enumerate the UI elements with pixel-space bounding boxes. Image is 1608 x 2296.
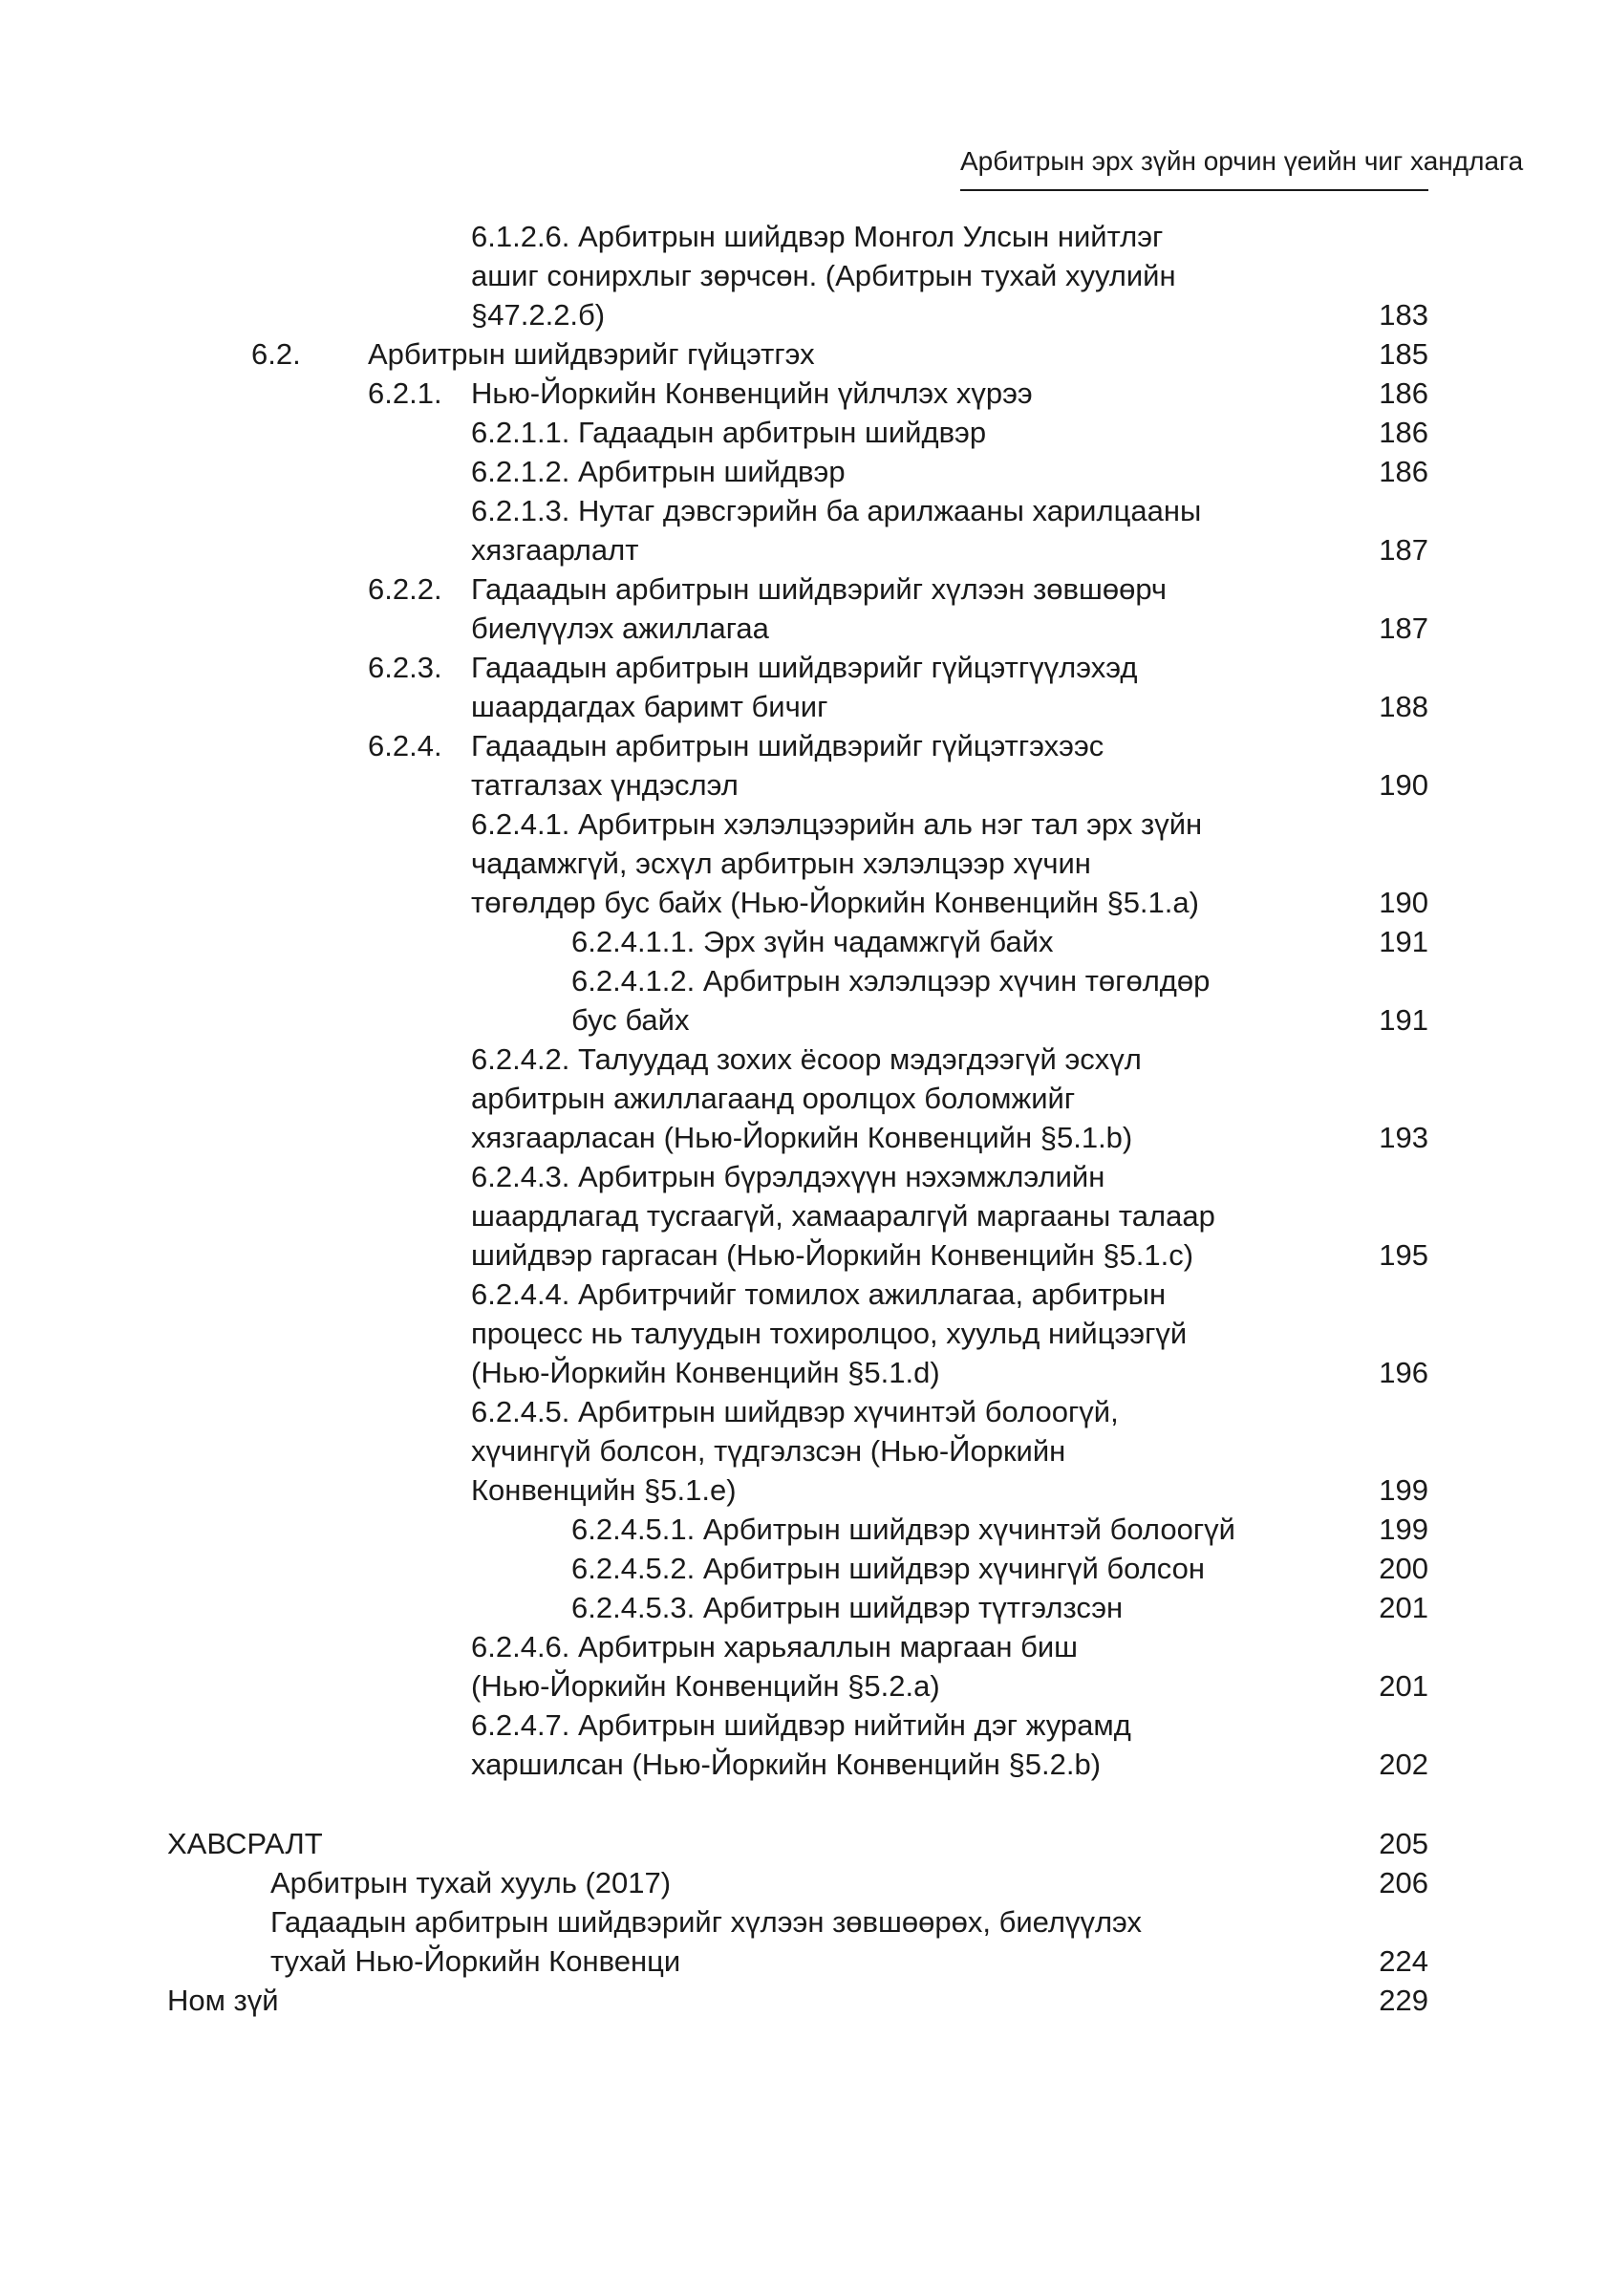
toc-entry-title-line: хүчингүй болсон, түдгэлзсэн (Нью-Йоркийн bbox=[471, 1434, 1066, 1468]
toc-entry bbox=[0, 805, 1608, 922]
toc-entry bbox=[0, 1981, 1608, 2020]
toc-entry bbox=[0, 648, 1608, 726]
toc-entry-page-number: 186 bbox=[1379, 455, 1428, 488]
toc-entry bbox=[0, 452, 1608, 491]
toc-entry-page-number: 199 bbox=[1379, 1513, 1428, 1546]
toc-entry-title-line: 6.2.4.3. Арбитрын бүрэлдэхүүн нэхэмжлэлийн bbox=[471, 1160, 1105, 1193]
toc-entry-title-line: тухай Нью-Йоркийн Конвенци bbox=[270, 1944, 681, 1978]
toc-entry-title-line: чадамжгүй, эсхүл арбитрын хэлэлцээр хүчин bbox=[471, 847, 1091, 880]
toc-entry-title-line: 6.2.4.1.2. Арбитрын хэлэлцээр хүчин төгөлдөр bbox=[571, 964, 1211, 998]
toc-entry bbox=[0, 726, 1608, 805]
toc-entry-title-line: ХАВСРАЛТ bbox=[167, 1827, 323, 1860]
toc-entry bbox=[0, 217, 1608, 334]
toc-entry bbox=[0, 1510, 1608, 1549]
toc-entry-page-number: 199 bbox=[1379, 1473, 1428, 1507]
toc-entry-page-number: 186 bbox=[1379, 376, 1428, 410]
toc-entry-title-line: (Нью-Йоркийн Конвенцийн §5.2.a) bbox=[471, 1669, 940, 1703]
toc-entry-page-number: 186 bbox=[1379, 416, 1428, 449]
toc-entry-title-line: шаардагдах баримт бичиг bbox=[471, 690, 828, 723]
toc-entry-page-number: 193 bbox=[1379, 1121, 1428, 1154]
toc-entry-title-line: 6.2.4.7. Арбитрын шийдвэр нийтийн дэг журамд bbox=[471, 1708, 1131, 1742]
toc-entry bbox=[0, 922, 1608, 961]
toc-entry-title-line: Арбитрын тухай хууль (2017) bbox=[270, 1866, 672, 1899]
toc-entry bbox=[0, 1157, 1608, 1275]
toc-entry-page-number: 191 bbox=[1379, 925, 1428, 958]
toc-entry-title-line: төгөлдөр бус байх (Нью-Йоркийн Конвенцийн §5.1.a) bbox=[471, 886, 1199, 919]
toc-entry-title-line: 6.2.4.5.3. Арбитрын шийдвэр түтгэлзсэн bbox=[571, 1591, 1124, 1624]
toc-entry-page-number: 188 bbox=[1379, 690, 1428, 723]
toc-entry-title-line: 6.2.4.1. Арбитрын хэлэлцээрийн аль нэг тал эрх зүйн bbox=[471, 807, 1203, 841]
toc-entry bbox=[0, 961, 1608, 1040]
toc-entry-title-line: бус байх bbox=[571, 1003, 690, 1037]
toc-entry-title-line: Нью-Йоркийн Конвенцийн үйлчлэх хүрээ bbox=[471, 376, 1033, 410]
toc-entry bbox=[0, 1902, 1608, 1981]
toc-entry-title-line: 6.2.4.5.2. Арбитрын шийдвэр хүчингүй болсон bbox=[571, 1552, 1205, 1585]
toc-entry-title-line: татгалзах үндэслэл bbox=[471, 768, 739, 802]
toc-entry-page-number: 187 bbox=[1379, 612, 1428, 645]
toc-entry bbox=[0, 569, 1608, 648]
toc-entry-title-line: 6.2.1.2. Арбитрын шийдвэр bbox=[471, 455, 846, 488]
toc-entry-page-number: 224 bbox=[1379, 1944, 1428, 1978]
toc-entry bbox=[0, 1275, 1608, 1392]
toc-entry-page-number: 201 bbox=[1379, 1591, 1428, 1624]
toc-entry-title-line: Ном зүй bbox=[167, 1984, 279, 2017]
toc-entry-title-line: 6.2.4.4. Арбитрчийг томилох ажиллагаа, арбитрын bbox=[471, 1277, 1167, 1311]
toc-entry-page-number: 183 bbox=[1379, 298, 1428, 332]
toc-entry-title-line: биелүүлэх ажиллагаа bbox=[471, 612, 769, 645]
toc-entry-title-line: §47.2.2.б) bbox=[471, 298, 606, 332]
toc-entry-title-line: ашиг сонирхлыг зөрчсөн. (Арбитрын тухай хуулийн bbox=[471, 259, 1176, 292]
toc-entry-title-line: шийдвэр гаргасан (Нью-Йоркийн Конвенцийн §5.1.c) bbox=[471, 1238, 1194, 1272]
toc-entry-number: 6.2.2. bbox=[368, 572, 442, 606]
toc-entry bbox=[0, 1040, 1608, 1157]
running-header-title: Арбитрын эрх зүйн орчин үеийн чиг хандлага bbox=[960, 146, 1524, 176]
toc-entry bbox=[0, 1392, 1608, 1510]
toc-entry bbox=[0, 334, 1608, 374]
toc-entry-page-number: 185 bbox=[1379, 337, 1428, 371]
toc-entry-title-line: Гадаадын арбитрын шийдвэрийг гүйцэтгэхээс bbox=[471, 729, 1104, 762]
toc-entry-title-line: (Нью-Йоркийн Конвенцийн §5.1.d) bbox=[471, 1356, 940, 1389]
toc-entry-number: 6.2.3. bbox=[368, 651, 442, 684]
toc-entry-title-line: 6.2.4.6. Арбитрын харьяаллын маргаан биш bbox=[471, 1630, 1079, 1663]
toc-entry-title-line: 6.2.1.1. Гадаадын арбитрын шийдвэр bbox=[471, 416, 987, 449]
toc-entry bbox=[0, 1824, 1608, 1863]
toc-entry-page-number: 206 bbox=[1379, 1866, 1428, 1899]
toc-entry-page-number: 205 bbox=[1379, 1827, 1428, 1860]
toc-entry-title-line: шаардлагад тусгаагүй, хамааралгүй маргааны талаар bbox=[471, 1199, 1215, 1233]
toc-entry bbox=[0, 1706, 1608, 1784]
toc-entry bbox=[0, 413, 1608, 452]
toc-entry-title-line: 6.2.1.3. Нутаг дэвсгэрийн ба арилжааны харилцааны bbox=[471, 494, 1202, 527]
toc-entry bbox=[0, 1863, 1608, 1902]
toc-entry-title-line: 6.2.4.2. Талуудад зохих ёсоор мэдэгдээгүй эсхүл bbox=[471, 1042, 1142, 1076]
toc-entry-page-number: 229 bbox=[1379, 1984, 1428, 2017]
toc-entry-title-line: хязгаарлалт bbox=[471, 533, 639, 567]
toc-entry-page-number: 201 bbox=[1379, 1669, 1428, 1703]
toc-entry-title-line: 6.2.4.1.1. Эрх зүйн чадамжгүй байх bbox=[571, 925, 1054, 958]
toc-entry-title-line: харшилсан (Нью-Йоркийн Конвенцийн §5.2.b) bbox=[471, 1748, 1102, 1781]
toc-entry-page-number: 190 bbox=[1379, 886, 1428, 919]
toc-entry-title-line: Гадаадын арбитрын шийдвэрийг хүлээн зөвшөөрөх, биелүүлэх bbox=[270, 1905, 1143, 1939]
header-rule bbox=[960, 189, 1428, 191]
toc-entry-title-line: Арбитрын шийдвэрийг гүйцэтгэх bbox=[368, 337, 815, 371]
toc-entry-title-line: арбитрын ажиллагаанд оролцох боломжийг bbox=[471, 1082, 1076, 1115]
toc-entry bbox=[0, 374, 1608, 413]
toc-entry-number: 6.2.1. bbox=[368, 376, 442, 410]
toc-entry bbox=[0, 1588, 1608, 1627]
toc-entry-title-line: 6.1.2.6. Арбитрын шийдвэр Монгол Улсын нийтлэг bbox=[471, 220, 1164, 253]
toc-entry-page-number: 195 bbox=[1379, 1238, 1428, 1272]
toc-entry-page-number: 196 bbox=[1379, 1356, 1428, 1389]
toc-entry-page-number: 200 bbox=[1379, 1552, 1428, 1585]
toc-entry bbox=[0, 491, 1608, 569]
toc-entry-title-line: Гадаадын арбитрын шийдвэрийг гүйцэтгүүлэхэд bbox=[471, 651, 1138, 684]
toc-entry bbox=[0, 1549, 1608, 1588]
toc-entry-page-number: 190 bbox=[1379, 768, 1428, 802]
toc-entry bbox=[0, 1627, 1608, 1706]
toc-entry-number: 6.2. bbox=[251, 337, 301, 371]
toc-entry-page-number: 202 bbox=[1379, 1748, 1428, 1781]
toc-entry-page-number: 187 bbox=[1379, 533, 1428, 567]
toc-entry-title-line: Гадаадын арбитрын шийдвэрийг хүлээн зөвшөөрч bbox=[471, 572, 1168, 606]
toc-entry-title-line: 6.2.4.5.1. Арбитрын шийдвэр хүчинтэй болоогүй bbox=[571, 1513, 1235, 1546]
toc-entry-number: 6.2.4. bbox=[368, 729, 442, 762]
toc-entry-title-line: Конвенцийн §5.1.e) bbox=[471, 1473, 737, 1507]
toc-entry-title-line: хязгаарласан (Нью-Йоркийн Конвенцийн §5.1.b) bbox=[471, 1121, 1133, 1154]
toc-entry-title-line: процесс нь талуудын тохиролцоо, хуульд нийцээгүй bbox=[471, 1317, 1188, 1350]
toc-entry-page-number: 191 bbox=[1379, 1003, 1428, 1037]
toc-entry-title-line: 6.2.4.5. Арбитрын шийдвэр хүчинтэй болоогүй, bbox=[471, 1395, 1119, 1428]
